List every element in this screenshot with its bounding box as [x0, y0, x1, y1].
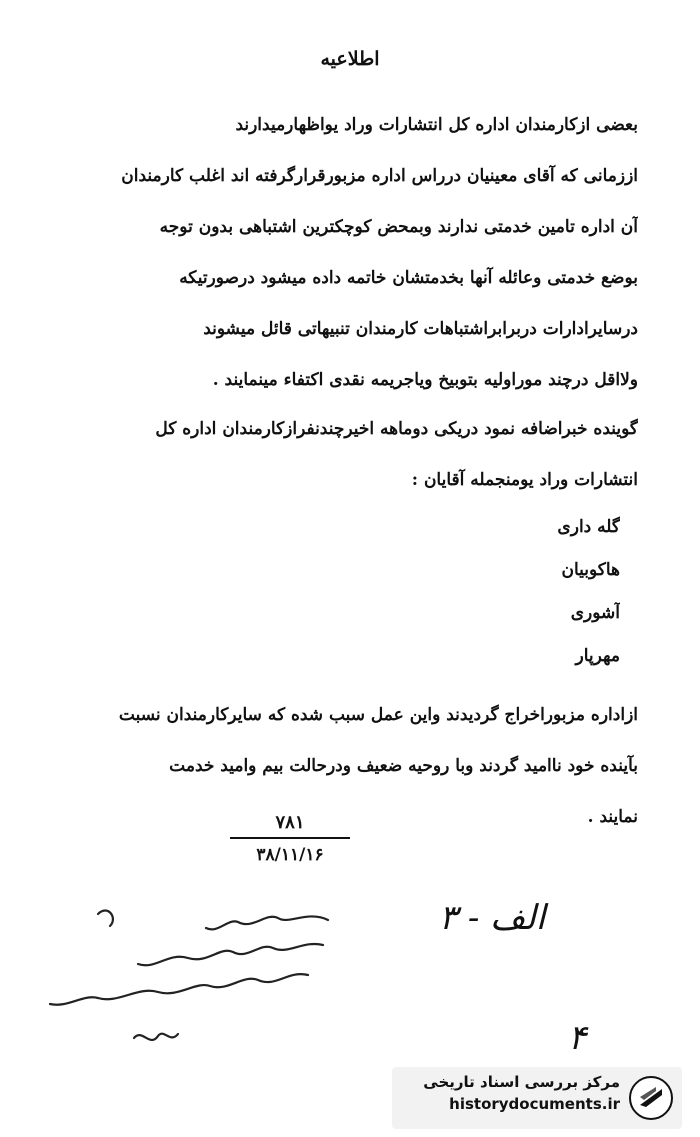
name-item: آشوری	[570, 603, 620, 623]
document-number-block	[230, 812, 350, 865]
reference-code: الف - ۳	[438, 898, 546, 938]
watermark-text	[423, 1073, 620, 1113]
page-number: ۴	[568, 1018, 587, 1058]
paragraph-line: بوضع خدمتی وعائله آنها بخدمتشان خاتمه داده میشود درصورتیکه	[179, 268, 638, 288]
archive-watermark	[392, 1067, 682, 1129]
paragraph-line: اززمانی که آقای معینیان درراس اداره مزبورقرارگرفته اند اغلب کارمندان	[121, 166, 638, 186]
paragraph-line: ازاداره مزبوراخراج گردیدند واین عمل سبب شده که سایرکارمندان نسبت	[118, 705, 638, 725]
paragraph-line: ولااقل درچند موراولیه بتوبیخ ویاجریمه نقدی اکتفاء مینمایند .	[212, 370, 638, 390]
paragraph-line: بآینده خود ناامید گردند وبا روحیه ضعیف ودرحالت بیم وامید خدمت	[169, 756, 638, 776]
paragraph-line: آن اداره تامین خدمتی ندارند وبمحض کوچکترین اشتباهی بدون توجه	[159, 217, 638, 237]
handwritten-note	[38, 900, 338, 1070]
paragraph-2	[58, 404, 638, 506]
watermark-url[interactable]: historydocuments.ir	[449, 1095, 620, 1113]
paragraph-line: درسایرادارات دربرابراشتباهات کارمندان تنبیهاتی قائل میشوند	[203, 319, 638, 339]
name-item: گله داری	[557, 517, 620, 537]
name-item: مهرپار	[575, 646, 620, 666]
number-divider	[230, 837, 350, 839]
archive-logo-icon	[628, 1075, 674, 1121]
names-list	[320, 506, 620, 678]
document-date: ۳۸/۱۱/۱۶	[256, 845, 324, 865]
document-title: اطلاعیه	[320, 48, 380, 70]
paragraph-line: بعضی ازکارمندان اداره کل انتشارات وراد یواظهارمیدارند	[235, 115, 638, 135]
watermark-name: مرکز بررسی اسناد تاریخی	[423, 1073, 620, 1091]
paragraph-line: انتشارات وراد یومنجمله آقایان :	[411, 470, 638, 490]
handwriting-scribble-icon	[38, 900, 338, 1070]
document-number: ۷۸۱	[275, 812, 305, 833]
paragraph-line: گوینده خبراضافه نمود دریکی دوماهه اخیرچندنفرازکارمندان اداره کل	[155, 419, 638, 439]
paragraph-1	[58, 100, 638, 406]
paragraph-line: نمایند .	[587, 807, 638, 827]
name-item: هاکوبیان	[561, 560, 620, 580]
